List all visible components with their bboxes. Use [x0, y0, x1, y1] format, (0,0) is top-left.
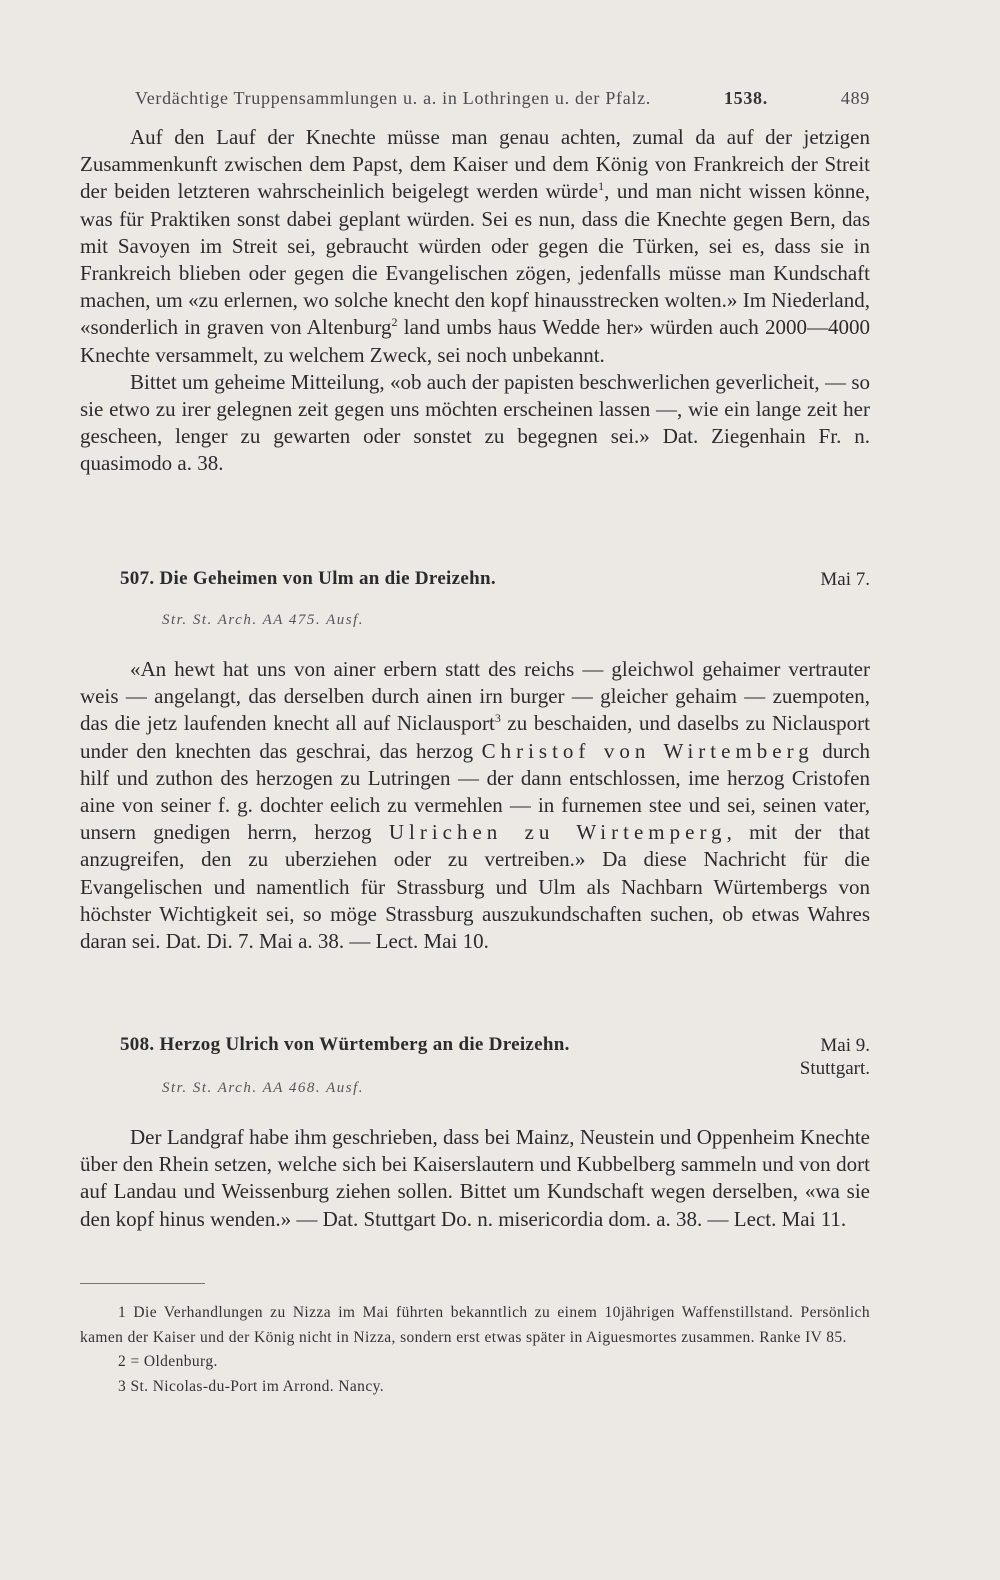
entry-title — [120, 1034, 570, 1080]
text-run: «An hewt hat uns von ainer erbern statt des reichs — gleichwol gehaimer vertrauter weis — angelangt, das derselben durch ainen irn burger — gleicher gehaim — zuempoten, das die jetz laufenden knecht all auf Niclausport — [80, 657, 870, 736]
footnote-text: Die Verhandlungen zu Nizza im Mai führten bekanntlich zu einem 10jährigen Waffenstillstand. Persönlich kamen der Kaiser und der König nicht in Nizza, sondern erst etwas später in Aiguesmortes zusammen. Ranke IV 85. — [80, 1304, 870, 1346]
text-run: Auf den Lauf der Knechte müsse man genau achten, zumal da auf der jetzigen Zusammenkunft zwischen dem Papst, dem Kaiser und dem König von Frankreich der Streit der beiden letzteren wahrscheinlich beigelegt werden würde — [80, 125, 870, 204]
person-name: Christof von Wirtemberg — [481, 738, 814, 763]
entry-number: 508. — [120, 1034, 155, 1055]
entry-508-source: Str. St. Arch. AA 468. Ausf. — [162, 1080, 365, 1096]
text-run: land umbs haus Wedde her» würden auch 2000—4000 Knechte versammelt, zu welchem Zweck, sei noch unbekannt. — [80, 315, 870, 367]
paragraph: Bittet um geheime Mitteilung, «ob auch der papisten beschwerlichen geverlicheit, — so sie etwo zu irer gelegnen zeit gegen uns möchten erscheinen lassen —, wie ein lange zeit her gescheen, lenger zu gewarten oder sonstet zu begegnen sei.» Dat. Ziegenhain Fr. n. quasimodo a. 38. — [80, 369, 870, 476]
entry-507-text — [80, 656, 870, 955]
footnote — [80, 1375, 870, 1400]
text-run: , mit der that anzugreifen, den zu uberziehen oder zu vertreiben.» Da diese Nachricht für die Evangelischen und namentlich für Strassburg und Ulm als Nachbarn Würtembergs von höchster Wichtigkeit sei, so möge Strassburg auszukundschaften suchen, ob etwas Wahres daran sei. Dat. Di. 7. Mai a. 38. — Lect. Mai 10. — [80, 820, 870, 954]
paragraph — [80, 656, 870, 955]
text-run: , und man nicht wissen könne, was für Praktiken sonst dabei geplant würden. Sei es nun, dass die Knechte gegen Bern, das mit Savoyen im Streit sei, gebraucht würden oder gegen die Türken, sei es, dass sie in Frankreich blieben oder gegen die Evangelischen zögen, jedenfalls müsse man Kundschaft machen, um «zu erlernen, wo solche knecht den kopf hinausstrecken wolten.» Im Niederland, «sonderlich in graven von Altenburg — [80, 179, 870, 340]
date-text: Mai 9. — [820, 1035, 870, 1056]
page-number: 489 — [840, 88, 870, 108]
footnote-rule — [80, 1283, 205, 1284]
footnote-ref: 2 — [391, 315, 398, 330]
place-text: Stuttgart. — [799, 1058, 870, 1079]
text-run: zu beschaiden, und daselbs zu Niclausport under den knechten das geschrai, das herzog — [80, 711, 870, 763]
entry-title-text: Die Geheimen von Ulm an die Dreizehn. — [159, 568, 496, 589]
running-title: Verdächtige Truppensammlungen u. a. in Lothringen u. der Pfalz. — [135, 88, 652, 108]
footnote-mark: 2 — [118, 1353, 127, 1370]
footnote-ref: 3 — [494, 711, 501, 726]
year: 1538. — [723, 88, 768, 108]
entry-number: 507. — [120, 568, 155, 589]
text-run: durch hilf und zuthon des herzogen zu Lutringen — der dann entschlossen, ime herzog Cristofen aine von seiner f. g. dochter eelich zu vermehlen — in furnemen stee und sei, seinen vater, unsern gnedigen herrn, herzog — [80, 738, 871, 845]
paragraph: Der Landgraf habe ihm geschrieben, dass bei Mainz, Neustein und Oppenheim Knechte über den Rhein setzen, welche sich bei Kaiserslautern und Kubbelberg sammeln und von dort auf Landau und Weissenburg ziehen sollen. Bittet um Kundschaft wegen derselben, «wa sie den kopf hinus wenden.» — Dat. Stuttgart Do. n. misericordia dom. a. 38. — Lect. Mai 11. — [80, 1125, 870, 1231]
entry-date: Mai 7. — [820, 569, 870, 590]
running-header — [135, 88, 870, 109]
person-name: Ulrichen zu Wirtemperg — [388, 820, 727, 845]
entry-date — [800, 1034, 870, 1080]
entry-title — [120, 568, 496, 591]
footnote-text: St. Nicolas-du-Port im Arrond. Nancy. — [130, 1377, 385, 1395]
entry-507-source: Str. St. Arch. AA 475. Ausf. — [162, 612, 365, 628]
entry-title-text: Herzog Ulrich von Würtemberg an die Dreizehn. — [159, 1034, 570, 1055]
paragraph — [80, 124, 870, 369]
entry-508-text — [80, 1124, 870, 1233]
footnote-mark: 3 — [118, 1377, 127, 1395]
entry-507-heading — [120, 568, 870, 591]
intro-text — [80, 124, 870, 478]
footnotes — [80, 1301, 870, 1399]
footnote — [80, 1350, 870, 1375]
footnote-text: = Oldenburg. — [130, 1353, 218, 1370]
footnote-mark: 1 — [118, 1304, 127, 1321]
entry-508-heading — [120, 1034, 870, 1080]
footnote-ref: 1 — [598, 179, 605, 194]
footnote — [80, 1301, 870, 1350]
